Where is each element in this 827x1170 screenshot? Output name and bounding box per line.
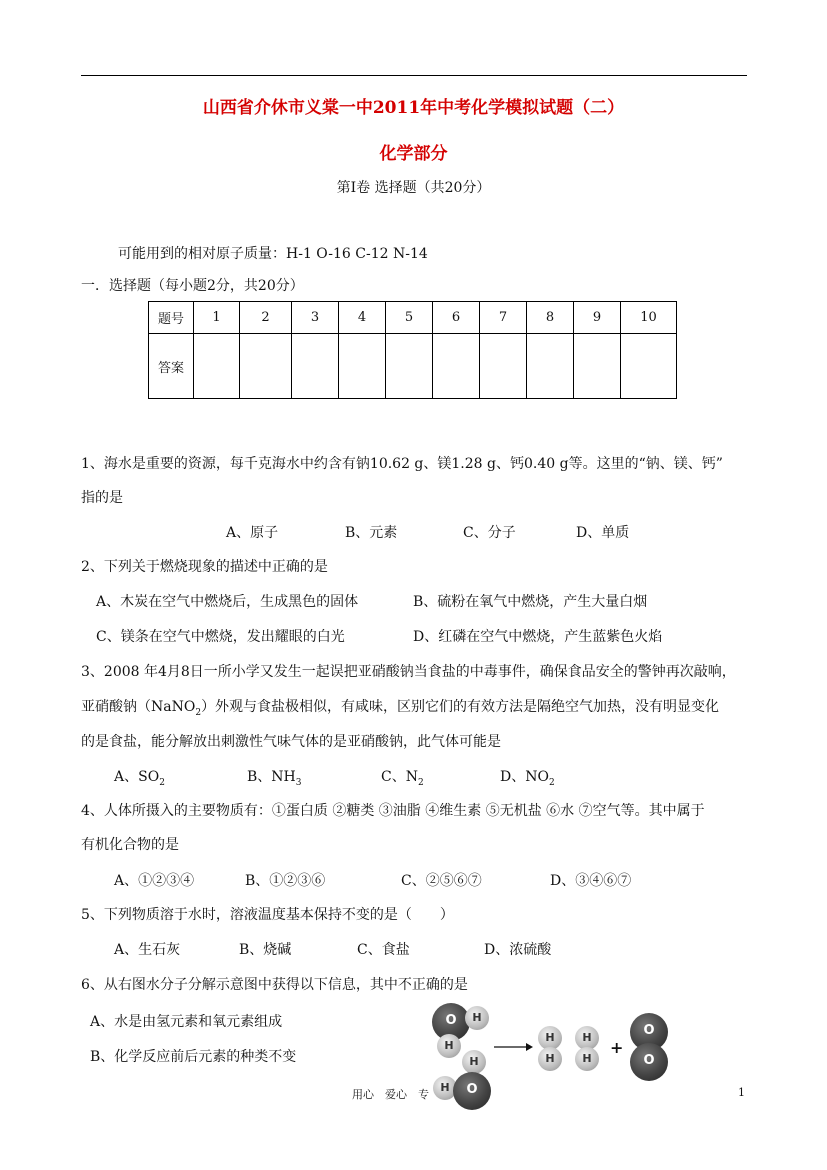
document-title: 山西省介休市义棠一中2011年中考化学模拟试题（二） xyxy=(202,98,625,118)
table-label-answer: 答案 xyxy=(149,334,194,399)
answer-table-number-row xyxy=(149,302,677,334)
q5-option-d: D、浓硫酸 xyxy=(484,942,552,958)
hydrogen-atom xyxy=(465,1006,489,1030)
hydrogen-atom xyxy=(575,1047,599,1071)
q3-option-b-sub: 3 xyxy=(295,777,302,788)
answer-cell[interactable] xyxy=(480,334,527,399)
document-subtitle: 化学部分 xyxy=(379,144,448,164)
table-number-cell: 4 xyxy=(339,302,386,334)
q3-option-b-text: B、NH xyxy=(247,769,296,785)
hydrogen-atom xyxy=(538,1047,562,1071)
q3-line2-post: ）外观与食盐极相似，有咸味，区别它们的有效方法是隔绝空气加热，没有明显变化 xyxy=(201,699,720,715)
atom-label: H xyxy=(444,1039,454,1052)
hydrogen-atom xyxy=(437,1034,461,1058)
atom-label: H xyxy=(472,1011,482,1024)
atom-label: H xyxy=(545,1031,555,1044)
table-number-cell: 1 xyxy=(194,302,240,334)
q3-option-a-text: A、SO xyxy=(114,769,160,785)
q1-option-d: D、单质 xyxy=(576,525,630,541)
q2-option-d: D、红磷在空气中燃烧，产生蓝紫色火焰 xyxy=(413,629,663,645)
q6-option-b: B、化学反应前后元素的种类不变 xyxy=(90,1049,297,1065)
atomic-masses: 可能用到的相对原子质量：H-1 O-16 C-12 N-14 xyxy=(118,246,428,262)
table-number-cell: 8 xyxy=(527,302,574,334)
q4-stem-line1: 4、人体所摄入的主要物质有：①蛋白质 ②糖类 ③油脂 ④维生素 ⑤无机盐 ⑥水 ⑦空气等。其中属于 xyxy=(81,803,705,819)
q4-option-c: C、②⑤⑥⑦ xyxy=(401,873,482,889)
atom-label: H xyxy=(440,1081,450,1094)
q2-option-c: C、镁条在空气中燃烧，发出耀眼的白光 xyxy=(96,629,345,645)
q4-option-d: D、③④⑥⑦ xyxy=(550,873,632,889)
q6-option-a: A、水是由氢元素和氧元素组成 xyxy=(90,1014,283,1030)
q3-option-c-text: C、N xyxy=(381,769,418,785)
page-number: 1 xyxy=(738,1086,745,1099)
q5-option-a: A、生石灰 xyxy=(114,942,181,958)
atom-label: H xyxy=(545,1052,555,1065)
answer-cell[interactable] xyxy=(574,334,621,399)
q4-option-a: A、①②③④ xyxy=(114,873,195,889)
oxygen-atom xyxy=(453,1072,491,1110)
plus-sign: + xyxy=(610,1038,624,1057)
q3-option-d xyxy=(500,766,555,788)
atom-label: O xyxy=(466,1082,478,1097)
table-number-cell: 6 xyxy=(433,302,480,334)
table-number-cell: 9 xyxy=(574,302,621,334)
hydrogen-atom xyxy=(462,1050,486,1074)
atom-label: H xyxy=(469,1055,479,1068)
header-rule xyxy=(81,75,747,76)
q1-stem-line2: 指的是 xyxy=(81,490,123,506)
atom-label: O xyxy=(445,1013,457,1028)
table-number-cell: 5 xyxy=(386,302,433,334)
answer-cell[interactable] xyxy=(240,334,292,399)
table-number-cell: 2 xyxy=(240,302,292,334)
q3-option-c xyxy=(381,766,424,788)
answer-cell[interactable] xyxy=(386,334,433,399)
q4-stem-line2: 有机化合物的是 xyxy=(81,837,179,853)
q1-option-a: A、原子 xyxy=(226,525,279,541)
q3-stem-line2 xyxy=(81,696,719,718)
atom-label: H xyxy=(582,1052,592,1065)
q3-stem-line1: 3、2008 年4月8日一所小学又发生一起误把亚硝酸钠当食盐的中毒事件，确保食品安全的警钟再次敲响， xyxy=(81,664,736,680)
answer-table xyxy=(148,301,677,399)
q2-option-b: B、硫粉在氧气中燃烧，产生大量白烟 xyxy=(413,594,648,610)
q1-option-b: B、元素 xyxy=(345,525,398,541)
answer-cell[interactable] xyxy=(292,334,339,399)
q2-stem: 2、下列关于燃烧现象的描述中正确的是 xyxy=(81,559,328,575)
atom-label: O xyxy=(643,1053,655,1068)
oxygen-atom xyxy=(630,1043,668,1081)
reaction-arrow-icon xyxy=(494,1040,534,1054)
q3-line2-sub: 2 xyxy=(195,707,202,718)
q3-option-d-sub: 2 xyxy=(548,777,555,788)
answer-cell[interactable] xyxy=(621,334,677,399)
part-heading: 一．选择题（每小题2分，共20分） xyxy=(81,278,304,294)
q3-option-c-sub: 2 xyxy=(417,777,424,788)
q1-option-c: C、分子 xyxy=(463,525,516,541)
q2-option-a: A、木炭在空气中燃烧后，生成黑色的固体 xyxy=(96,594,359,610)
q3-stem-line3: 的是食盐，能分解放出刺激性气味气体的是亚硝酸钠，此气体可能是 xyxy=(81,734,501,750)
q1-stem-line1: 1、海水是重要的资源，每千克海水中约含有钠10.62 g、镁1.28 g、钙0.40 g等。这里的“钠、镁、钙” xyxy=(81,456,723,472)
table-number-cell: 7 xyxy=(480,302,527,334)
answer-cell[interactable] xyxy=(194,334,240,399)
q5-option-c: C、食盐 xyxy=(357,942,410,958)
section-heading: 第Ⅰ卷 选择题（共20分） xyxy=(336,180,491,196)
answer-cell[interactable] xyxy=(527,334,574,399)
footer-text: 用心 爱心 专 xyxy=(352,1088,429,1101)
q6-stem: 6、从右图水分子分解示意图中获得以下信息，其中不正确的是 xyxy=(81,977,468,993)
answer-table-answer-row xyxy=(149,334,677,399)
atom-label: H xyxy=(582,1031,592,1044)
q3-line2-pre: 亚硝酸钠（NaNO xyxy=(81,699,196,715)
table-number-cell: 10 xyxy=(621,302,677,334)
q3-option-a-sub: 2 xyxy=(159,777,165,788)
q4-option-b: B、①②③⑥ xyxy=(245,873,326,889)
answer-cell[interactable] xyxy=(339,334,386,399)
q3-option-a xyxy=(114,766,165,788)
answer-cell[interactable] xyxy=(433,334,480,399)
q3-option-d-text: D、NO xyxy=(500,769,549,785)
table-label-number: 题号 xyxy=(149,302,194,334)
atom-label: O xyxy=(643,1023,655,1038)
table-number-cell: 3 xyxy=(292,302,339,334)
q5-stem: 5、下列物质溶于水时，溶液温度基本保持不变的是（ ） xyxy=(81,907,454,923)
q5-option-b: B、烧碱 xyxy=(239,942,292,958)
q3-option-b xyxy=(247,766,301,788)
